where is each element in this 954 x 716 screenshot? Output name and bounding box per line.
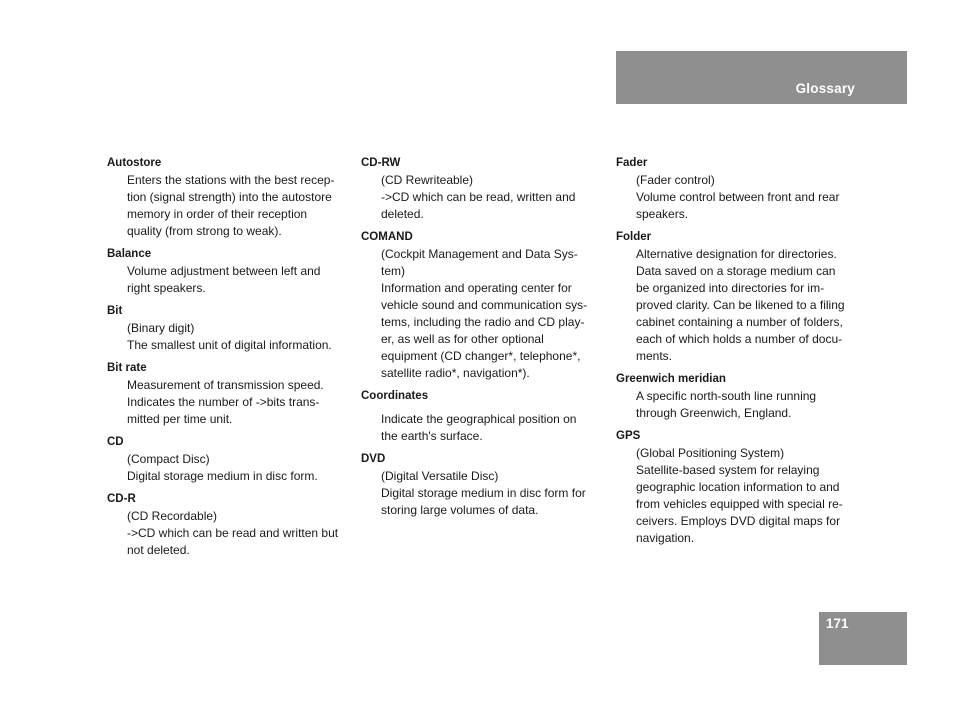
glossary-definition xyxy=(636,445,866,547)
definition-line: satellite radio*, navigation*). xyxy=(381,366,530,380)
definition-line: Measurement of transmission speed. xyxy=(127,378,324,392)
definition-line: tem) xyxy=(381,264,405,278)
page-number: 171 xyxy=(826,616,849,631)
definition-line: proved clarity. Can be likened to a filing xyxy=(636,298,845,312)
definition-line: Volume control between front and rear xyxy=(636,190,840,204)
definition-line: deleted. xyxy=(381,207,424,221)
definition-line: through Greenwich, England. xyxy=(636,406,792,420)
glossary-entry xyxy=(107,246,352,297)
glossary-term: COMAND xyxy=(361,231,413,243)
definition-line: be organized into directories for im- xyxy=(636,281,825,295)
glossary-entry xyxy=(107,303,352,354)
glossary-entry xyxy=(361,451,606,519)
glossary-definition xyxy=(636,388,866,422)
glossary-entry xyxy=(616,229,866,365)
definition-line: tion (signal strength) into the autostore xyxy=(127,190,332,204)
glossary-term: DVD xyxy=(361,453,386,465)
glossary-term: Bit rate xyxy=(107,362,147,374)
definition-line: (Binary digit) xyxy=(127,321,195,335)
definition-line: storing large volumes of data. xyxy=(381,503,539,517)
glossary-term: GPS xyxy=(616,430,641,442)
definition-line: (Compact Disc) xyxy=(127,452,210,466)
glossary-definition xyxy=(381,172,606,223)
definition-line: not deleted. xyxy=(127,543,190,557)
glossary-term: Coordinates xyxy=(361,390,429,402)
glossary-column-2 xyxy=(361,155,606,525)
glossary-entry xyxy=(107,434,352,485)
glossary-column-1 xyxy=(107,155,352,565)
definition-line: The smallest unit of digital information. xyxy=(127,338,332,352)
definition-line: (Fader control) xyxy=(636,173,715,187)
definition-line: A specific north-south line running xyxy=(636,389,817,403)
definition-line: vehicle sound and communication sys- xyxy=(381,298,588,312)
definition-line: Digital storage medium in disc form. xyxy=(127,469,318,483)
definition-line: tems, including the radio and CD play- xyxy=(381,315,585,329)
definition-line: (Cockpit Management and Data Sys- xyxy=(381,247,578,261)
definition-line: Indicate the geographical position on xyxy=(381,412,577,426)
glossary-definition xyxy=(636,172,866,223)
definition-line: speakers. xyxy=(636,207,689,221)
glossary-definition xyxy=(127,377,352,428)
glossary-definition xyxy=(127,320,352,354)
definition-line: each of which holds a number of docu- xyxy=(636,332,843,346)
glossary-entry xyxy=(616,428,866,547)
glossary-definition xyxy=(127,508,352,559)
definition-line: ->CD which can be read, written and xyxy=(381,190,576,204)
definition-line: Indicates the number of ->bits trans- xyxy=(127,395,320,409)
glossary-term: CD-RW xyxy=(361,157,401,169)
definition-line: mitted per time unit. xyxy=(127,412,233,426)
page-number-box xyxy=(819,612,907,665)
definition-line: er, as well as for other optional xyxy=(381,332,544,346)
definition-line: equipment (CD changer*, telephone*, xyxy=(381,349,581,363)
definition-line: Digital storage medium in disc form for xyxy=(381,486,586,500)
definition-line: navigation. xyxy=(636,531,695,545)
definition-line: the earth's surface. xyxy=(381,429,483,443)
glossary-term: Greenwich meridian xyxy=(616,373,726,385)
definition-line: ceivers. Employs DVD digital maps for xyxy=(636,514,841,528)
glossary-definition xyxy=(127,263,352,297)
glossary-entry xyxy=(616,371,866,422)
glossary-term: Folder xyxy=(616,231,652,243)
definition-line: geographic location information to and xyxy=(636,480,840,494)
glossary-entry xyxy=(361,388,606,445)
glossary-entry xyxy=(361,229,606,382)
definition-line: right speakers. xyxy=(127,281,206,295)
definition-line: Enters the stations with the best recep- xyxy=(127,173,335,187)
definition-line: (Global Positioning System) xyxy=(636,446,785,460)
glossary-term: CD-R xyxy=(107,493,136,505)
glossary-definition xyxy=(381,246,606,382)
definition-line: Volume adjustment between left and xyxy=(127,264,321,278)
definition-line: from vehicles equipped with special re- xyxy=(636,497,843,511)
glossary-term: Bit xyxy=(107,305,123,317)
glossary-definition xyxy=(636,246,866,365)
glossary-term: CD xyxy=(107,436,124,448)
glossary-entry xyxy=(616,155,866,223)
glossary-term: Autostore xyxy=(107,157,162,169)
glossary-column-3 xyxy=(616,155,866,553)
definition-line: Data saved on a storage medium can xyxy=(636,264,836,278)
definition-line: (CD Recordable) xyxy=(127,509,218,523)
glossary-entry xyxy=(361,155,606,223)
definition-line: quality (from strong to weak). xyxy=(127,224,282,238)
definition-line: memory in order of their reception xyxy=(127,207,308,221)
glossary-entry xyxy=(107,155,352,240)
section-title: Glossary xyxy=(795,81,855,96)
glossary-definition xyxy=(127,172,352,240)
section-header-tab xyxy=(616,51,907,104)
definition-line: Alternative designation for directories. xyxy=(636,247,837,261)
glossary-entry xyxy=(107,491,352,559)
glossary-definition xyxy=(381,411,606,445)
definition-line: (Digital Versatile Disc) xyxy=(381,469,499,483)
definition-line: Satellite-based system for relaying xyxy=(636,463,820,477)
definition-line: cabinet containing a number of folders, xyxy=(636,315,843,329)
glossary-definition xyxy=(381,468,606,519)
definition-line: (CD Rewriteable) xyxy=(381,173,474,187)
glossary-definition xyxy=(127,451,352,485)
definition-line: Information and operating center for xyxy=(381,281,572,295)
glossary-term: Fader xyxy=(616,157,648,169)
definition-line: ->CD which can be read and written but xyxy=(127,526,339,540)
glossary-entry xyxy=(107,360,352,428)
glossary-term: Balance xyxy=(107,248,152,260)
definition-line: ments. xyxy=(636,349,673,363)
